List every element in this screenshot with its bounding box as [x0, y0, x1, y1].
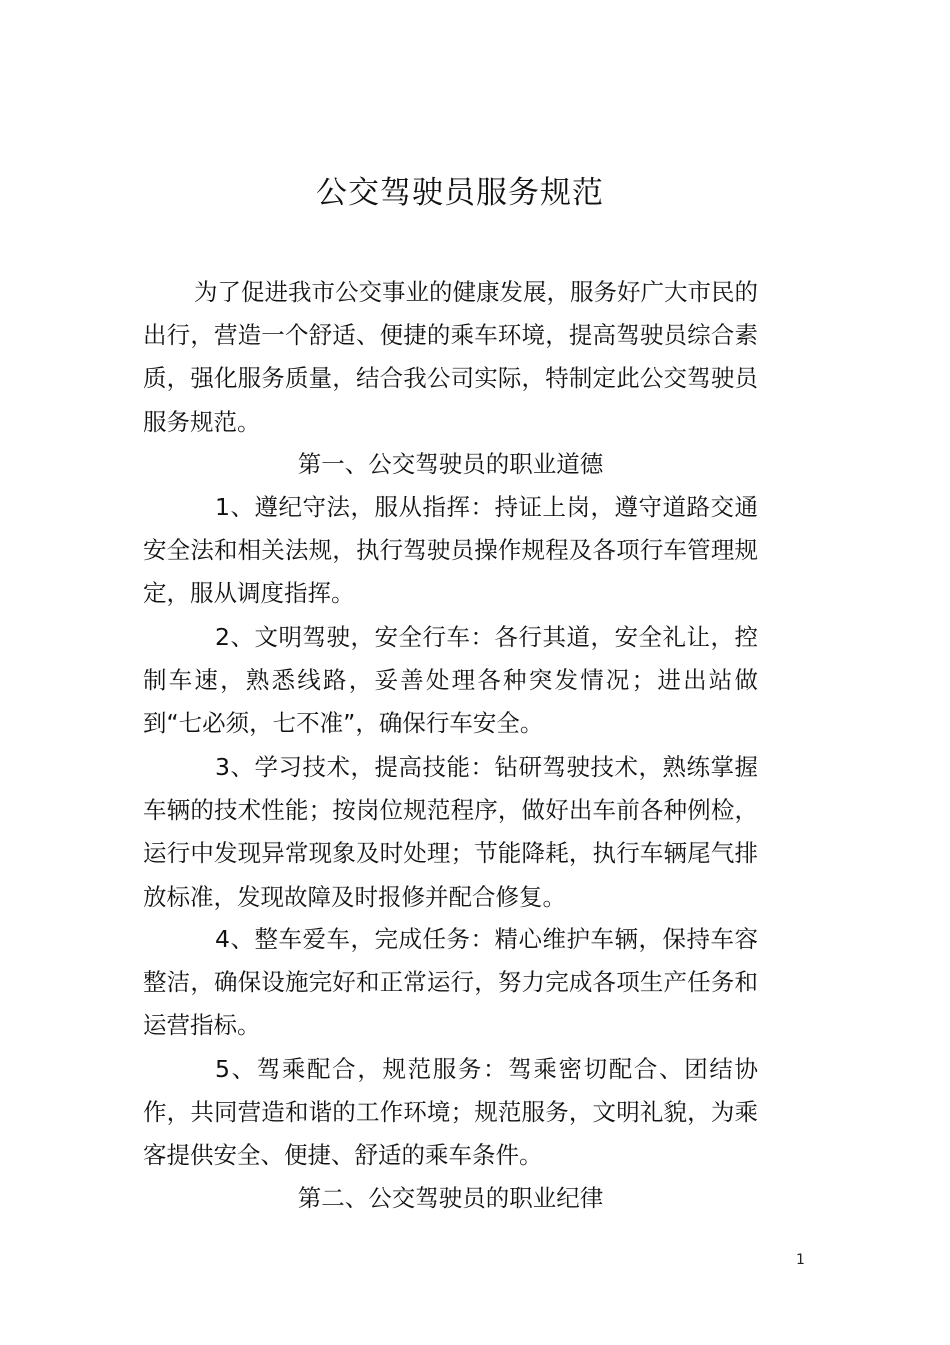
article-item-2: 2、文明驾驶，安全行车：各行其道，安全礼让，控制车速，熟悉线路，妥善处理各种突发情况；进出站做到“七必须，七不准”，确保行车安全。 — [143, 623, 758, 738]
article-item-1: 1、遵纪守法，服从指挥：持证上岗，遵守道路交通安全法和相关法规，执行驾驶员操作规程及各项行车管理规定，服从调度指挥。 — [143, 493, 758, 608]
document-title: 公交驾驶员服务规范 — [316, 175, 604, 211]
article-item-3: 3、学习技术，提高技能：钻研驾驶技术，熟练掌握车辆的技术性能；按岗位规范程序，做好出车前各种例检，运行中发现异常现象及时处理；节能降耗，执行车辆尾气排放标准，发现故障及时报修并配合修复。 — [143, 753, 758, 911]
section-heading-2: 第二、公交驾驶员的职业纪律 — [297, 1184, 604, 1212]
intro-paragraph: 为了促进我市公交事业的健康发展，服务好广大市民的出行，营造一个舒适、便捷的乘车环境，提高驾驶员综合素质，强化服务质量，结合我公司实际，特制定此公交驾驶员服务规范。 — [143, 278, 758, 436]
page-number: 1 — [796, 1252, 805, 1268]
article-item-5: 5、驾乘配合，规范服务：驾乘密切配合、团结协作，共同营造和谐的工作环境；规范服务，文明礼貌，为乘客提供安全、便捷、舒适的乘车条件。 — [143, 1055, 758, 1170]
section-heading-1: 第一、公交驾驶员的职业道德 — [297, 450, 604, 478]
article-item-4: 4、整车爱车，完成任务：精心维护车辆，保持车容整洁，确保设施完好和正常运行，努力完成各项生产任务和运营指标。 — [143, 925, 758, 1040]
